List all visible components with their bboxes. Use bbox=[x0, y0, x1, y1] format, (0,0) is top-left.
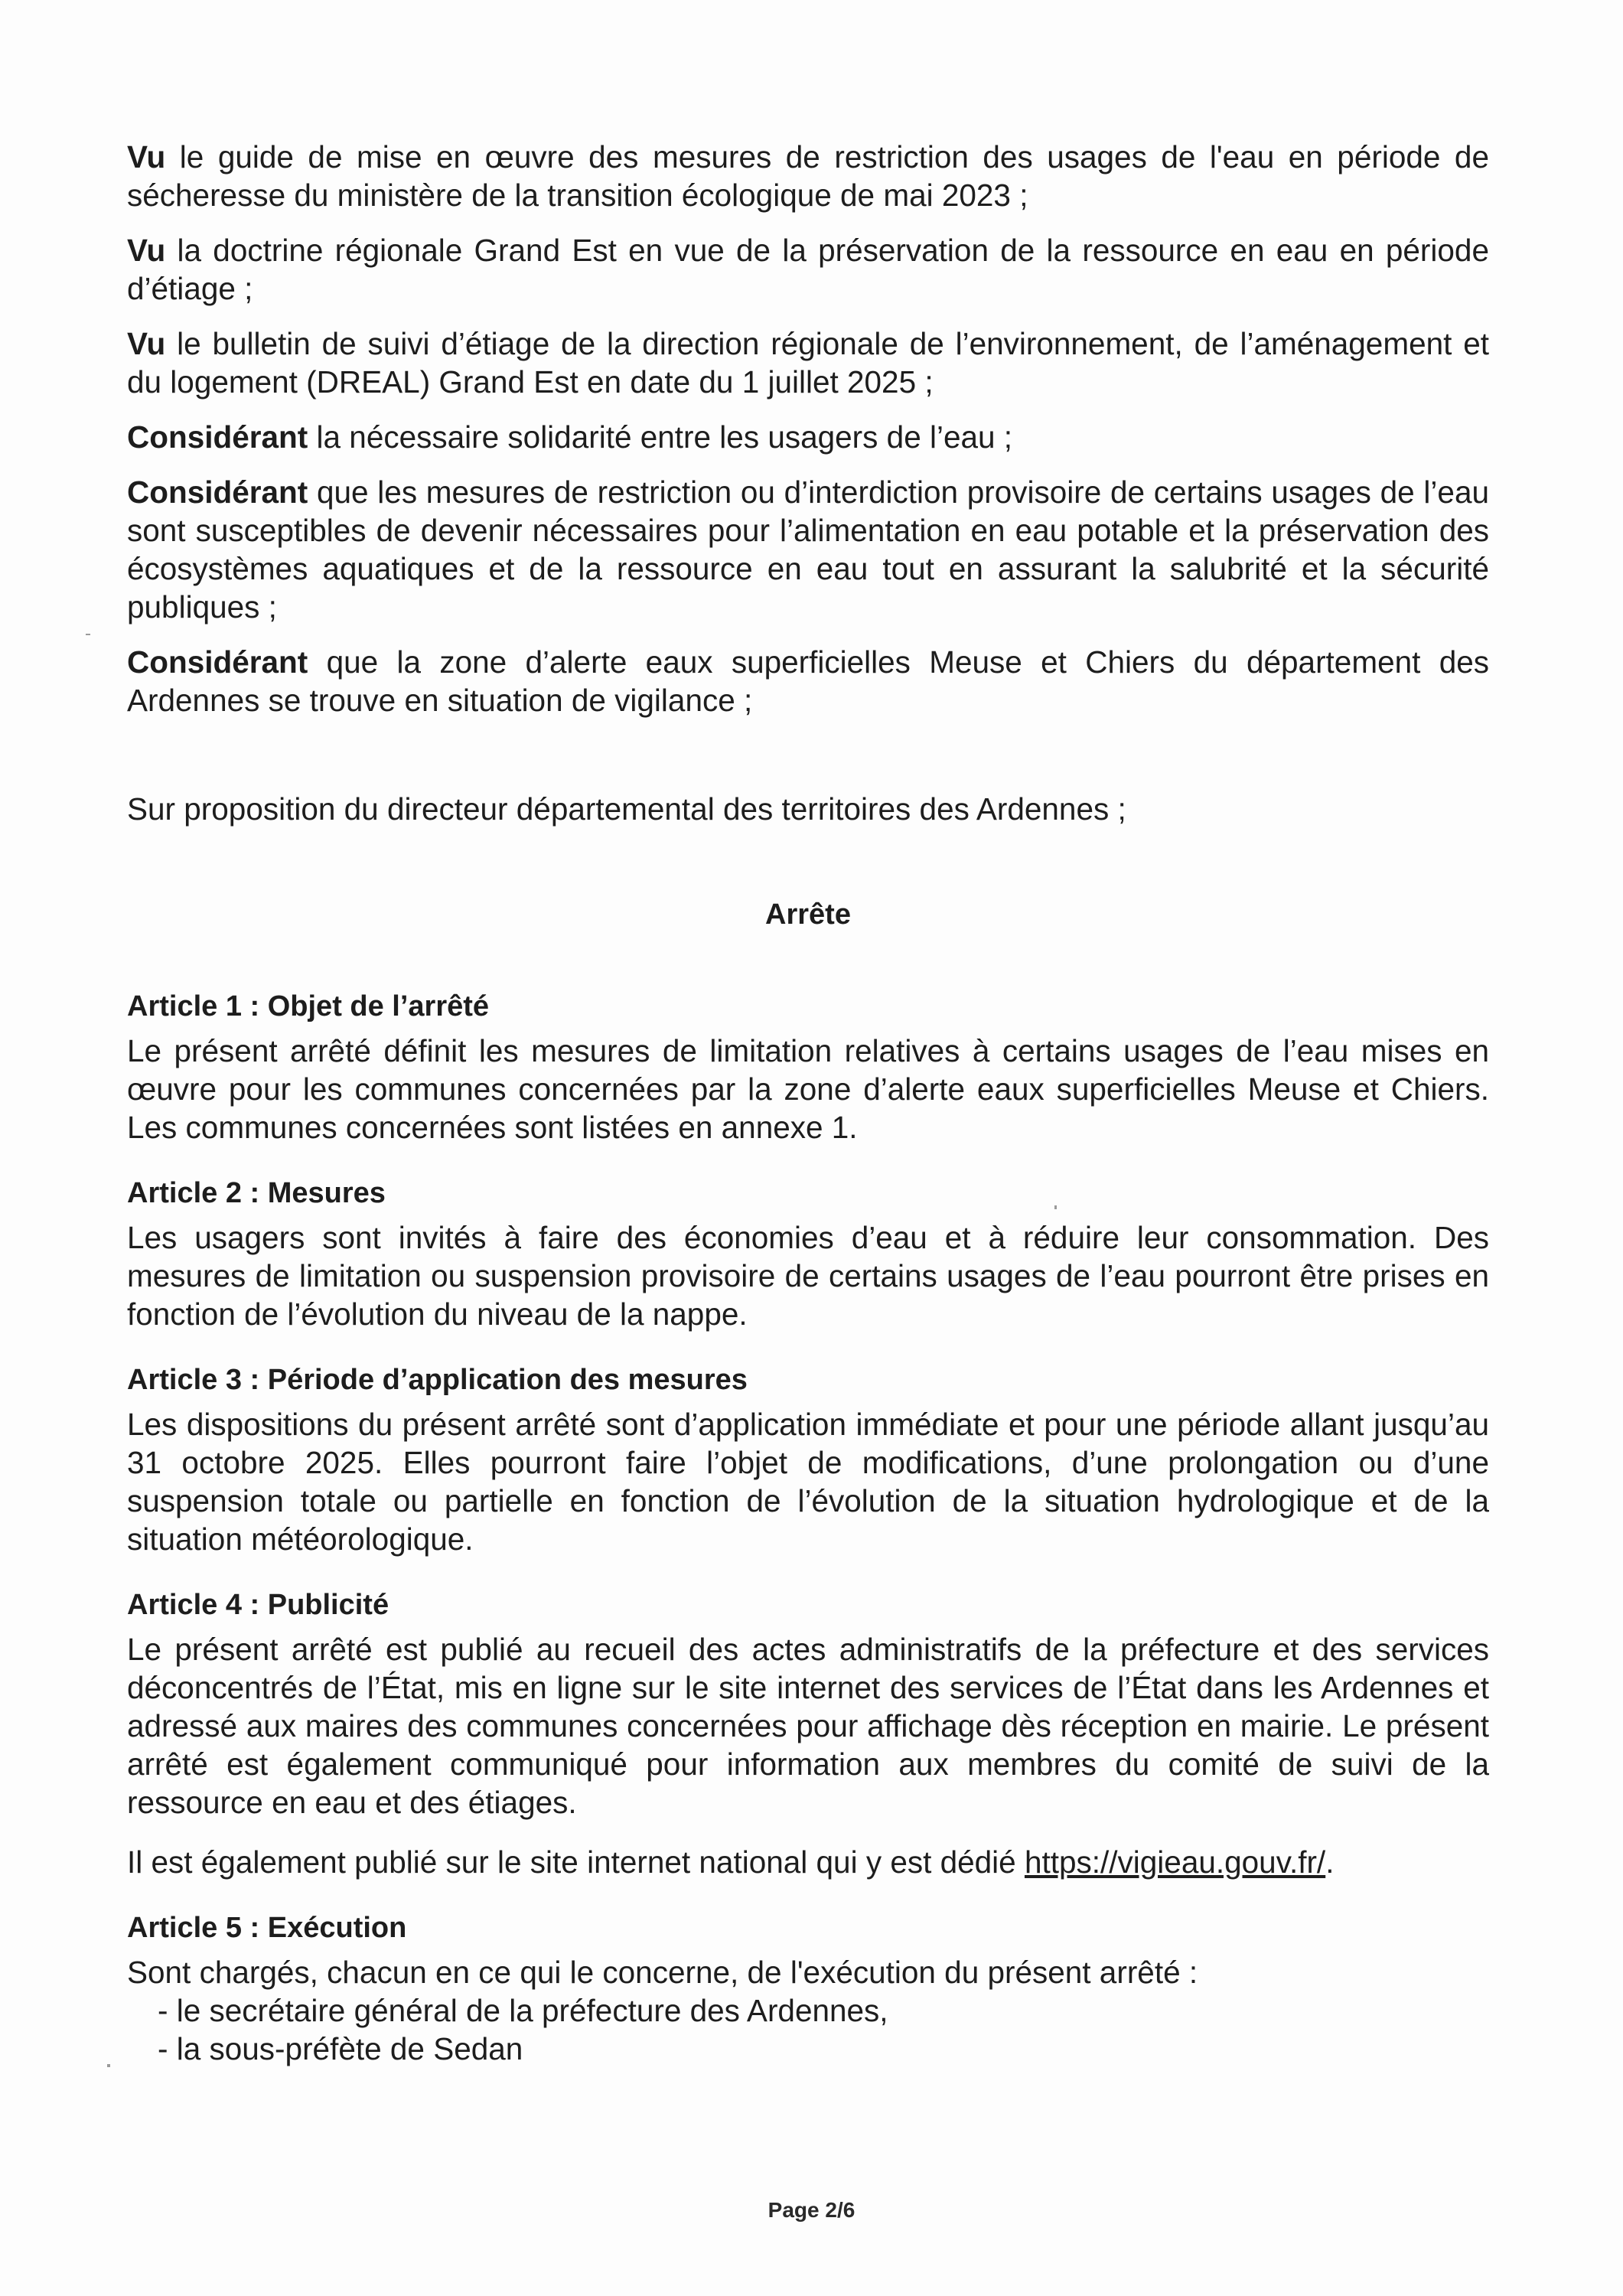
scan-speck bbox=[1054, 1205, 1057, 1209]
article-heading: Article 1 : Objet de l’arrêté bbox=[127, 990, 490, 1022]
article-text: Sont chargés, chacun en ce qui le concerne, de l'exécution du présent arrêté : bbox=[127, 1955, 1198, 1990]
preamble-visa-doctrine: Vu la doctrine régionale Grand Est en vue de la préservation de la ressource en eau en période d’étiage ; bbox=[127, 233, 1489, 306]
decree-title: Arrête bbox=[765, 899, 851, 931]
article-5 bbox=[127, 1909, 1489, 2068]
spacer bbox=[127, 845, 1489, 895]
article-heading: Article 3 : Période d’application des mesures bbox=[127, 1364, 748, 1396]
article-heading: Article 4 : Publicité bbox=[127, 1589, 389, 1621]
executors-list bbox=[127, 1991, 1489, 2068]
preamble-considering-vigilance: Considérant que la zone d’alerte eaux superficielles Meuse et Chiers du département des Ardennes se trouve en situation de vigilance ; bbox=[127, 644, 1489, 718]
document-body bbox=[127, 138, 1489, 2095]
vigieau-link[interactable]: https://vigieau.gouv.fr/ bbox=[1024, 1844, 1326, 1880]
article-1 bbox=[127, 987, 1489, 1146]
article-3 bbox=[127, 1361, 1489, 1558]
page-number: Page 2/6 bbox=[768, 2198, 855, 2222]
article-text: Les dispositions du présent arrêté sont d’application immédiate et pour une période allant jusqu’au 31 octobre 2025. Elles pourront faire l’objet de modifications, d’une prolongation ou d’une suspension totale ou partielle en fonction de l’évolution de la situation hydrologique et de la situation météorologique. bbox=[127, 1407, 1489, 1557]
list-item: - la sous-préfète de Sedan bbox=[158, 2031, 523, 2066]
preamble-visa-guide: Vu le guide de mise en œuvre des mesures de restriction des usages de l'eau en période de sécheresse du ministère de la transition écologique de mai 2023 ; bbox=[127, 139, 1489, 213]
spacer bbox=[127, 934, 1489, 987]
list-item: - le secrétaire général de la préfecture des Ardennes, bbox=[158, 1993, 888, 2028]
article-heading: Article 5 : Exécution bbox=[127, 1912, 407, 1944]
article-text: Le présent arrêté définit les mesures de limitation relatives à certains usages de l’eau mises en œuvre pour les communes concernées par la zone d’alerte eaux superficielles Meuse et Chiers. Les communes concernées sont listées en annexe 1. bbox=[127, 1033, 1489, 1145]
preamble-visa-bulletin: Vu le bulletin de suivi d’étiage de la direction régionale de l’environnement, de l’aménagement et du logement (DREAL) Grand Est en date du 1 juillet 2025 ; bbox=[127, 326, 1489, 400]
article-4-national-site: Il est également publié sur le site internet national qui y est dédié https://vigieau.gouv.fr/. bbox=[127, 1844, 1335, 1880]
preamble-considering-solidarity: Considérant la nécessaire solidarité entre les usagers de l’eau ; bbox=[127, 419, 1013, 455]
proposal-statement: Sur proposition du directeur départemental des territoires des Ardennes ; bbox=[127, 791, 1126, 827]
scan-speck bbox=[86, 634, 90, 635]
spacer bbox=[127, 736, 1489, 790]
article-2 bbox=[127, 1174, 1489, 1333]
article-text: Les usagers sont invités à faire des économies d’eau et à réduire leur consommation. Des mesures de limitation ou suspension provisoire de certains usages de l’eau pourront être prises en fonction de l’évolution du niveau de la nappe. bbox=[127, 1220, 1489, 1332]
scan-speck bbox=[107, 2064, 110, 2067]
article-text: Le présent arrêté est publié au recueil des actes administratifs de la préfecture et des services déconcentrés de l’État, mis en ligne sur le site internet des services de l’État dans les Ardennes et adressé aux maires des communes concernées pour affichage dès réception en mairie. Le présent arrêté est également communiqué pour information aux membres du comité de suivi de la ressource en eau et des étiages. bbox=[127, 1632, 1489, 1820]
spacer bbox=[127, 1821, 1489, 1843]
preamble-considering-restrictions: Considérant que les mesures de restriction ou d’interdiction provisoire de certains usages de l’eau sont susceptibles de devenir nécessaires pour l’alimentation en eau potable et la préservation des écosystèmes aquatiques et de la ressource en eau tout en assurant la salubrité et la sécurité publiques ; bbox=[127, 475, 1489, 625]
article-4 bbox=[127, 1586, 1489, 1881]
article-heading: Article 2 : Mesures bbox=[127, 1177, 386, 1209]
